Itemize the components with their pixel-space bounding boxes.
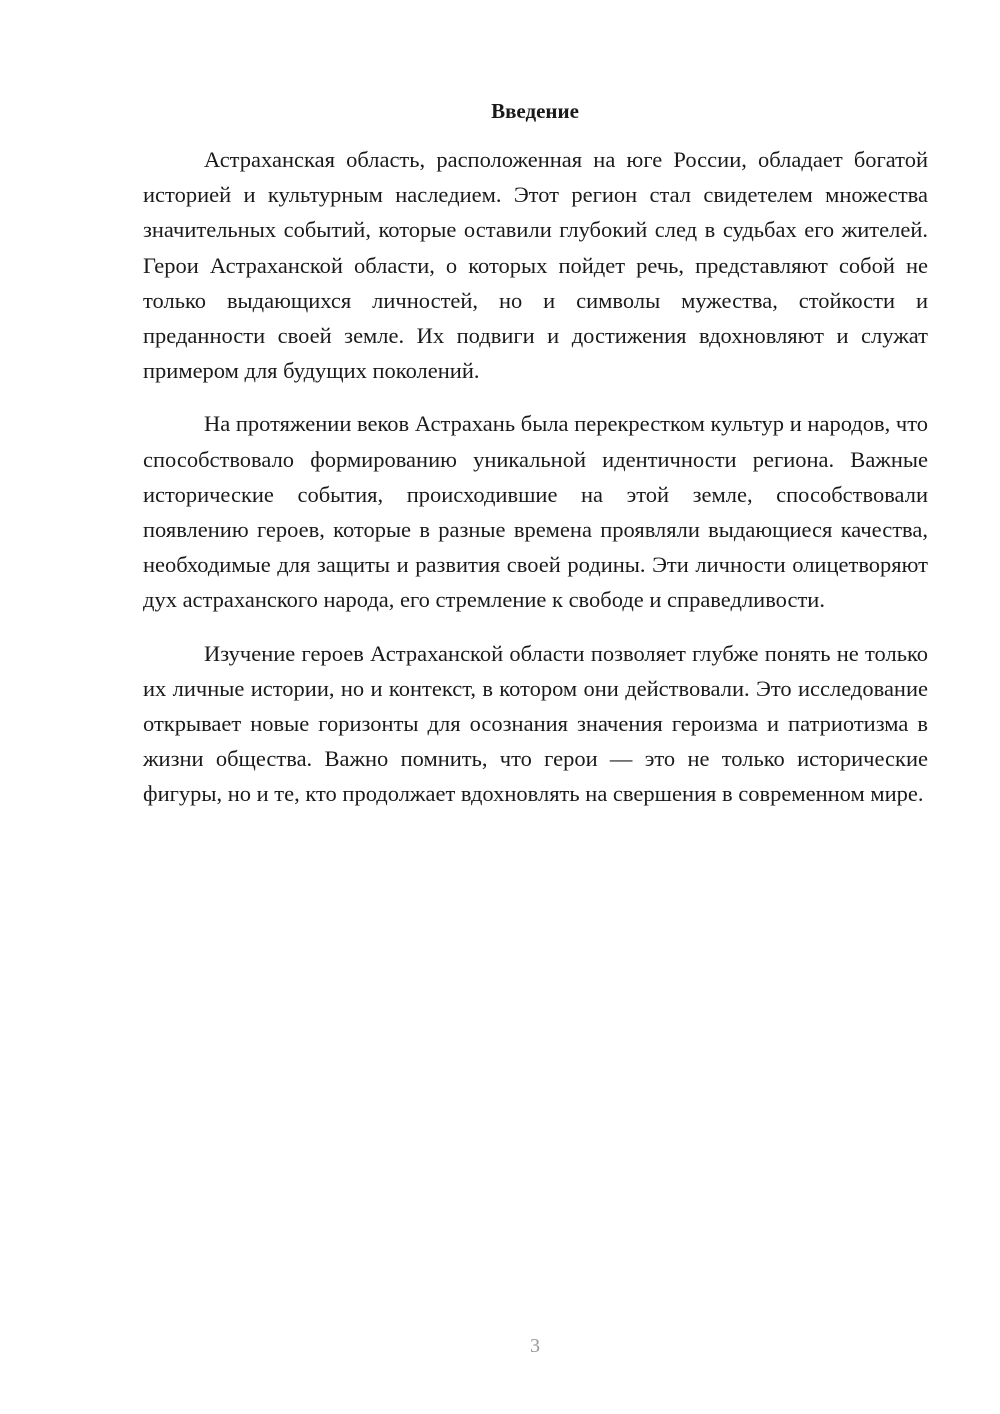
paragraph-1: Астраханская область, расположенная на юге России, обладает богатой историей и культурным наследием. Этот регион стал свидетелем множества значительных событий, которые оставили глубокий след в судьбах его жителей. Герои Астраханской области, о которых пойдет речь, представляют собой не только выдающихся личностей, но и символы мужества, стойкости и преданности своей земле. Их подвиги и достижения вдохновляют и служат примером для будущих поколений. (143, 147, 928, 384)
paragraph-3: Изучение героев Астраханской области позволяет глубже понять не только их личные истории, но и контекст, в котором они действовали. Это исследование открывает новые горизонты для осознания значения героизма и патриотизма в жизни общества. Важно помнить, что герои — это не только исторические фигуры, но и те, кто продолжает вдохновлять на свершения в современном мире. (143, 640, 928, 807)
body-text (143, 142, 928, 830)
paragraph-2: На протяжении веков Астрахань была перекрестком культур и народов, что способствовало формированию уникальной идентичности региона. Важные исторические события, происходившие на этой земле, способствовали появлению героев, которые в разные времена проявляли выдающиеся качества, необходимые для защиты и развития своей родины. Эти личности олицетворяют дух астраханского народа, его стремление к свободе и справедливости. (143, 411, 928, 613)
page-number: 3 (530, 1335, 540, 1357)
section-heading: Введение (491, 99, 579, 123)
